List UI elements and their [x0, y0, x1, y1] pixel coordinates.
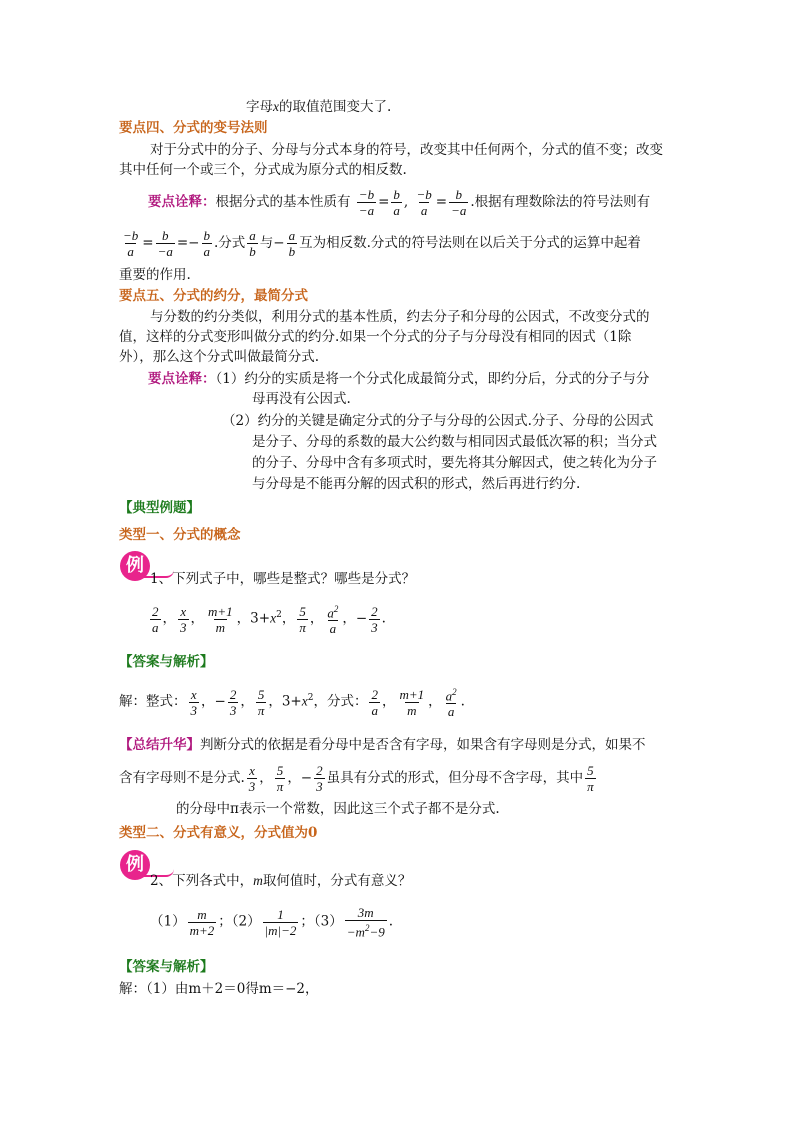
text-line: （2）约分的关键是确定分式的分子与分母的公因式.分子、分母的公因式 [222, 413, 654, 429]
answer-heading: 【答案与解析】 [119, 959, 214, 975]
text-line: 值，这样的分式变形叫做分式的约分.如果一个分式的分子与分母没有相同的因式（1除 [119, 329, 632, 345]
answer-heading: 【答案与解析】 [119, 654, 214, 670]
text-line: 对于分式中的分子、分母与分式本身的符号，改变其中任何两个，分式的值不变；改变 [150, 142, 663, 158]
formula-line: （1） $\frac{m}{m+2}$ ；（2） $\frac{1}{|m|-2}$ ；（3） $\frac{3m}{-m^2-9}$ . [150, 905, 394, 940]
answer-line: 解：整式： $\frac{x}{3}$ ，− $\frac{2}{3}$ ， $\frac{5}{\pi}$ ，$3+x^2$，分式： $\frac{2}{a}$ ， $\frac{m+1}{m}$ ， $\frac{a^2}{a}$ . [119, 686, 465, 720]
examples-heading: 【典型例题】 [119, 500, 200, 516]
question-text: 2、下列各式中，m取何值时，分式有意义？ [150, 873, 412, 889]
text-line: 母再没有公因式. [252, 391, 351, 407]
text-line: 外），那么这个分式叫做最简分式. [119, 349, 320, 365]
type-heading: 类型二、分式有意义，分式值为0 [119, 825, 318, 841]
summary-line: 【总结升华】判断分式的依据是看分母中是否含有字母，如果含有字母则是分式，如果不 [119, 737, 646, 753]
summary-line: 含有字母则不是分式. $\frac{x}{3}$ ， $\frac{5}{\pi}$ ，− $\frac{2}{3}$ 虽具有分式的形式，但分母不含字母，其中 $\frac{5}{\pi}$ [119, 763, 594, 794]
question-text: 1、下列式子中，哪些是整式？哪些是分式？ [150, 571, 416, 587]
answer-line: 解：（1）由m＋2＝0得m＝−2， [119, 981, 319, 997]
summary-line: 的分母中π表示一个常数，因此这三个式子都不是分式. [176, 801, 500, 817]
text-line: 与分母是不能再分解的因式积的形式，然后再进行约分. [252, 476, 581, 492]
note-line: 要点诠释：根据分式的基本性质有 $\frac{-b}{-a}$ = $\frac{b}{a}$ , $\frac{-b}{a}$ = $\frac{b}{-a}$ .根据有理数除法的符号法则有 [148, 187, 651, 218]
text-line: 与分数的约分类似，利用分式的基本性质，约去分子和分母的公因式，不改变分式的 [150, 309, 650, 325]
text-line: 的分子、分母中含有多项式时，要先将其分解因式，使之转化为分子 [252, 455, 657, 471]
example-badge: 例 [120, 551, 150, 581]
text-line: 字母x的取值范围变大了. [246, 99, 392, 115]
section-heading: 要点四、分式的变号法则 [119, 120, 268, 136]
type-heading: 类型一、分式的概念 [119, 527, 241, 543]
note-line: $\frac{-b}{a}$ = $\frac{b}{-a}$ =− $\frac{b}{a}$ .分式 $\frac{a}{b}$ 与− $\frac{a}{b}$ 互为相反数.分式的符号法则在以后关于分式的运算中起着 [123, 228, 641, 259]
section-heading: 要点五、分式的约分，最简分式 [119, 288, 308, 304]
note-line: 要点诠释：（1）约分的实质是将一个分式化成最简分式，即约分后，分式的分子与分 [148, 371, 650, 387]
text-line: 其中任何一个或三个，分式成为原分式的相反数. [119, 162, 407, 178]
text-line: 是分子、分母的系数的最大公约数与相同因式最低次幂的积；当分式 [252, 434, 657, 450]
text-line: 重要的作用. [119, 267, 191, 283]
example-badge: 例 [120, 850, 150, 880]
formula-line: $\frac{2}{a}$ ， $\frac{x}{3}$ ， $\frac{m+1}{m}$ ，$3+x^2$， $\frac{5}{\pi}$ ， $\frac{a^2}{a}$ ，− $\frac{2}{3}$ . [152, 603, 386, 637]
